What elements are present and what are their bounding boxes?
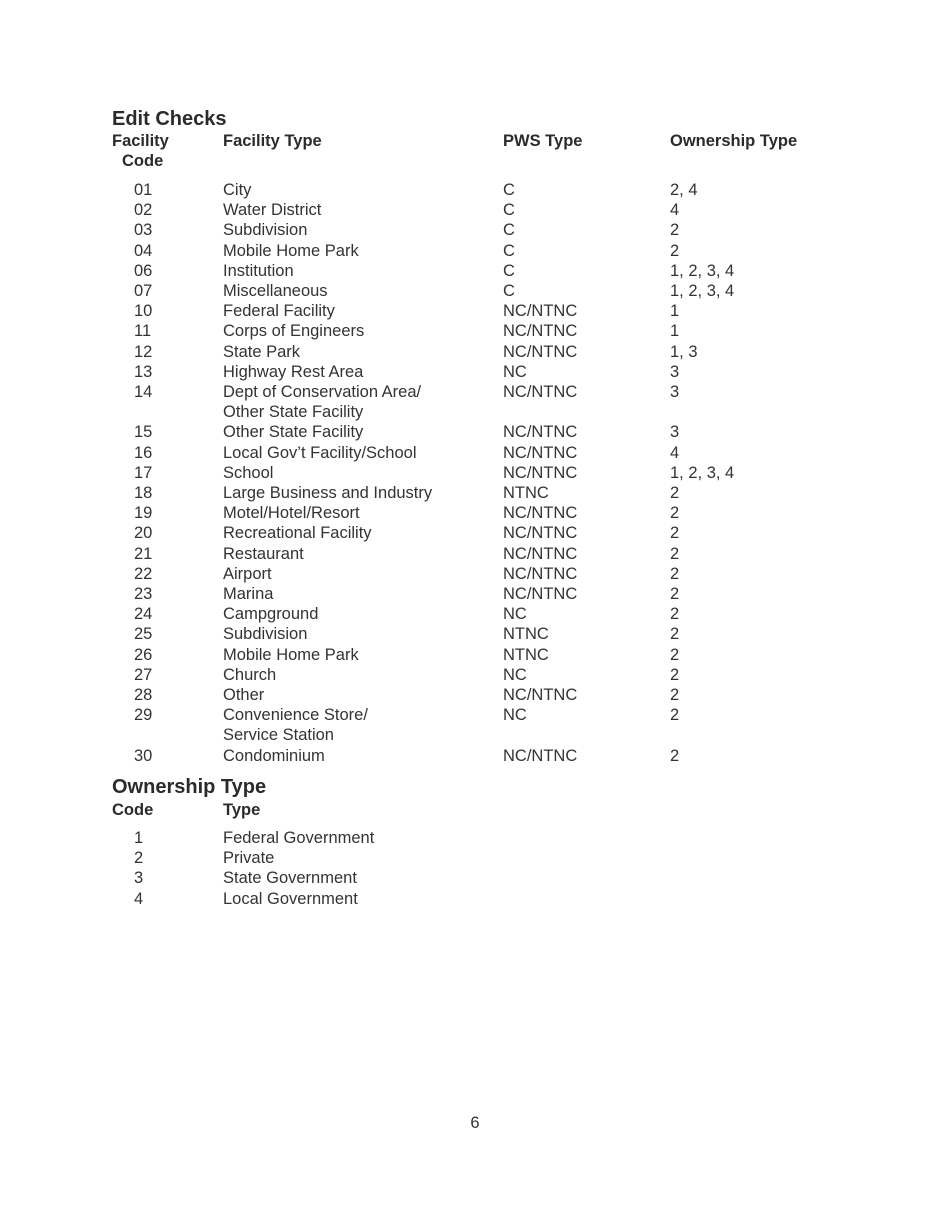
facility-code-cell: 28 [134, 686, 153, 704]
facility-type-cell: Miscellaneous [223, 282, 328, 300]
ownership-type-cell: 4 [670, 443, 680, 462]
header-ownership-code: Code [112, 801, 154, 819]
header-facility-code-line2: Code [122, 152, 164, 170]
facility-code-cell: 17 [134, 463, 153, 482]
ownership-type-cell: 2 [670, 625, 680, 644]
ownership-type-cell: 1 [670, 322, 680, 341]
facility-type-cell: Local Gov’t Facility/School [223, 443, 417, 462]
facility-type-cell: Subdivision [223, 625, 308, 644]
facility-type-cell: Subdivision [223, 221, 308, 240]
pws-type-cell: C [503, 282, 515, 300]
header-facility-code-line1: Facility [112, 132, 169, 150]
page-number: 6 [470, 1114, 480, 1132]
pws-type-cell: C [503, 241, 515, 260]
pws-type-cell: NC/NTNC [503, 302, 578, 321]
facility-code-cell: 20 [134, 524, 153, 543]
ownership-type-cell: 1, 2, 3, 4 [670, 261, 735, 280]
ownership-code-cell: 1 [134, 829, 144, 847]
facility-type-cell: Highway Rest Area [223, 362, 364, 381]
pws-type-cell: NTNC [503, 645, 549, 664]
pws-type-cell: NC/NTNC [503, 686, 578, 704]
header-ownership-type: Ownership Type [670, 132, 798, 150]
facility-code-cell: 29 [134, 706, 153, 725]
facility-type-cell: Other State Facility [223, 403, 364, 422]
ownership-type-cell: 3 [670, 383, 680, 401]
ownership-type-cell: 2 [670, 524, 680, 543]
pws-type-cell: NC/NTNC [503, 564, 578, 583]
pws-type-cell: NC [503, 605, 527, 624]
facility-code-cell: 30 [134, 746, 153, 765]
ownership-type-cell: 2 [670, 746, 680, 765]
facility-type-cell: Campground [223, 605, 319, 624]
pws-type-cell: NC/NTNC [503, 504, 578, 523]
facility-code-cell: 26 [134, 645, 153, 664]
facility-code-cell: 22 [134, 564, 153, 583]
ownership-type-cell: 2 [670, 241, 680, 260]
pws-type-cell: NC [503, 665, 527, 684]
header-facility-type: Facility Type [223, 132, 322, 150]
pws-type-cell: C [503, 261, 515, 280]
ownership-name-cell: Private [223, 849, 275, 868]
pws-type-cell: NC/NTNC [503, 746, 578, 765]
facility-code-cell: 11 [134, 322, 152, 341]
facility-type-cell: Federal Facility [223, 302, 335, 321]
pws-type-cell: NC [503, 362, 527, 381]
facility-code-cell: 04 [134, 241, 153, 260]
pws-type-cell: C [503, 201, 515, 220]
facility-code-cell: 12 [134, 342, 153, 361]
facility-type-cell: School [223, 463, 274, 482]
facility-code-cell: 15 [134, 423, 153, 442]
pws-type-cell: C [503, 181, 515, 199]
ownership-type-cell: 2 [670, 665, 680, 684]
facility-code-cell: 13 [134, 362, 153, 381]
ownership-type-cell: 2 [670, 564, 680, 583]
facility-type-cell: Recreational Facility [223, 524, 372, 543]
facility-type-cell: Mobile Home Park [223, 241, 359, 260]
facility-code-cell: 01 [134, 181, 153, 199]
ownership-type-cell: 2, 4 [670, 181, 698, 199]
pws-type-cell: NC [503, 706, 527, 725]
facility-type-cell: Restaurant [223, 544, 304, 563]
facility-code-cell: 03 [134, 221, 153, 240]
ownership-type-cell: 1, 3 [670, 342, 698, 361]
facility-type-cell: Dept of Conservation Area/ [223, 383, 422, 401]
facility-type-cell: Institution [223, 261, 294, 280]
ownership-type-cell: 1, 2, 3, 4 [670, 463, 735, 482]
facility-code-cell: 19 [134, 504, 153, 523]
facility-code-cell: 10 [134, 302, 153, 321]
facility-type-cell: Water District [223, 201, 322, 220]
facility-code-cell: 16 [134, 443, 153, 462]
ownership-type-cell: 1, 2, 3, 4 [670, 282, 735, 300]
ownership-name-cell: State Government [223, 869, 357, 888]
ownership-code-cell: 4 [134, 889, 144, 908]
facility-type-cell: Convenience Store/ [223, 706, 368, 725]
facility-type-cell: Motel/Hotel/Resort [223, 504, 360, 523]
pws-type-cell: NC/NTNC [503, 322, 578, 341]
header-pws-type: PWS Type [503, 132, 583, 150]
ownership-type-title: Ownership Type [112, 776, 267, 798]
pws-type-cell: NTNC [503, 625, 549, 644]
pws-type-cell: NC/NTNC [503, 383, 578, 401]
pws-type-cell: NC/NTNC [503, 463, 578, 482]
facility-code-cell: 07 [134, 282, 153, 300]
facility-code-cell: 18 [134, 484, 153, 502]
header-ownership-type-name: Type [223, 801, 261, 819]
facility-type-cell: Other [223, 686, 265, 704]
ownership-type-cell: 2 [670, 605, 680, 624]
facility-type-cell: Service Station [223, 726, 334, 745]
pws-type-cell: NTNC [503, 484, 549, 502]
edit-checks-title: Edit Checks [112, 108, 227, 130]
facility-type-cell: Large Business and Industry [223, 484, 433, 502]
pws-type-cell: NC/NTNC [503, 524, 578, 543]
ownership-type-cell: 2 [670, 221, 680, 240]
ownership-type-cell: 2 [670, 686, 680, 704]
ownership-name-cell: Federal Government [223, 829, 375, 847]
facility-type-cell: Other State Facility [223, 423, 364, 442]
pws-type-cell: NC/NTNC [503, 443, 578, 462]
ownership-type-cell: 2 [670, 504, 680, 523]
pws-type-cell: NC/NTNC [503, 423, 578, 442]
ownership-type-cell: 3 [670, 423, 680, 442]
facility-type-cell: Condominium [223, 746, 325, 765]
ownership-type-cell: 1 [670, 302, 680, 321]
facility-type-cell: Church [223, 665, 277, 684]
ownership-type-cell: 2 [670, 645, 680, 664]
facility-code-cell: 23 [134, 585, 153, 603]
pws-type-cell: C [503, 221, 515, 240]
facility-code-cell: 24 [134, 605, 153, 624]
facility-type-cell: State Park [223, 342, 301, 361]
facility-code-cell: 06 [134, 261, 153, 280]
facility-type-cell: Marina [223, 585, 274, 603]
facility-code-cell: 27 [134, 665, 153, 684]
pws-type-cell: NC/NTNC [503, 585, 578, 603]
facility-code-cell: 02 [134, 201, 153, 220]
ownership-type-cell: 3 [670, 362, 680, 381]
facility-type-cell: Airport [223, 564, 272, 583]
facility-code-cell: 25 [134, 625, 153, 644]
ownership-type-cell: 2 [670, 544, 680, 563]
facility-type-cell: Corps of Engineers [223, 322, 365, 341]
ownership-name-cell: Local Government [223, 889, 358, 908]
pws-type-cell: NC/NTNC [503, 544, 578, 563]
facility-code-cell: 14 [134, 383, 153, 401]
ownership-type-cell: 4 [670, 201, 680, 220]
ownership-code-cell: 3 [134, 869, 144, 888]
ownership-code-cell: 2 [134, 849, 144, 868]
ownership-type-cell: 2 [670, 585, 680, 603]
ownership-type-cell: 2 [670, 706, 680, 725]
facility-type-cell: Mobile Home Park [223, 645, 359, 664]
facility-type-cell: City [223, 181, 252, 199]
ownership-type-cell: 2 [670, 484, 680, 502]
facility-code-cell: 21 [134, 544, 153, 563]
pws-type-cell: NC/NTNC [503, 342, 578, 361]
